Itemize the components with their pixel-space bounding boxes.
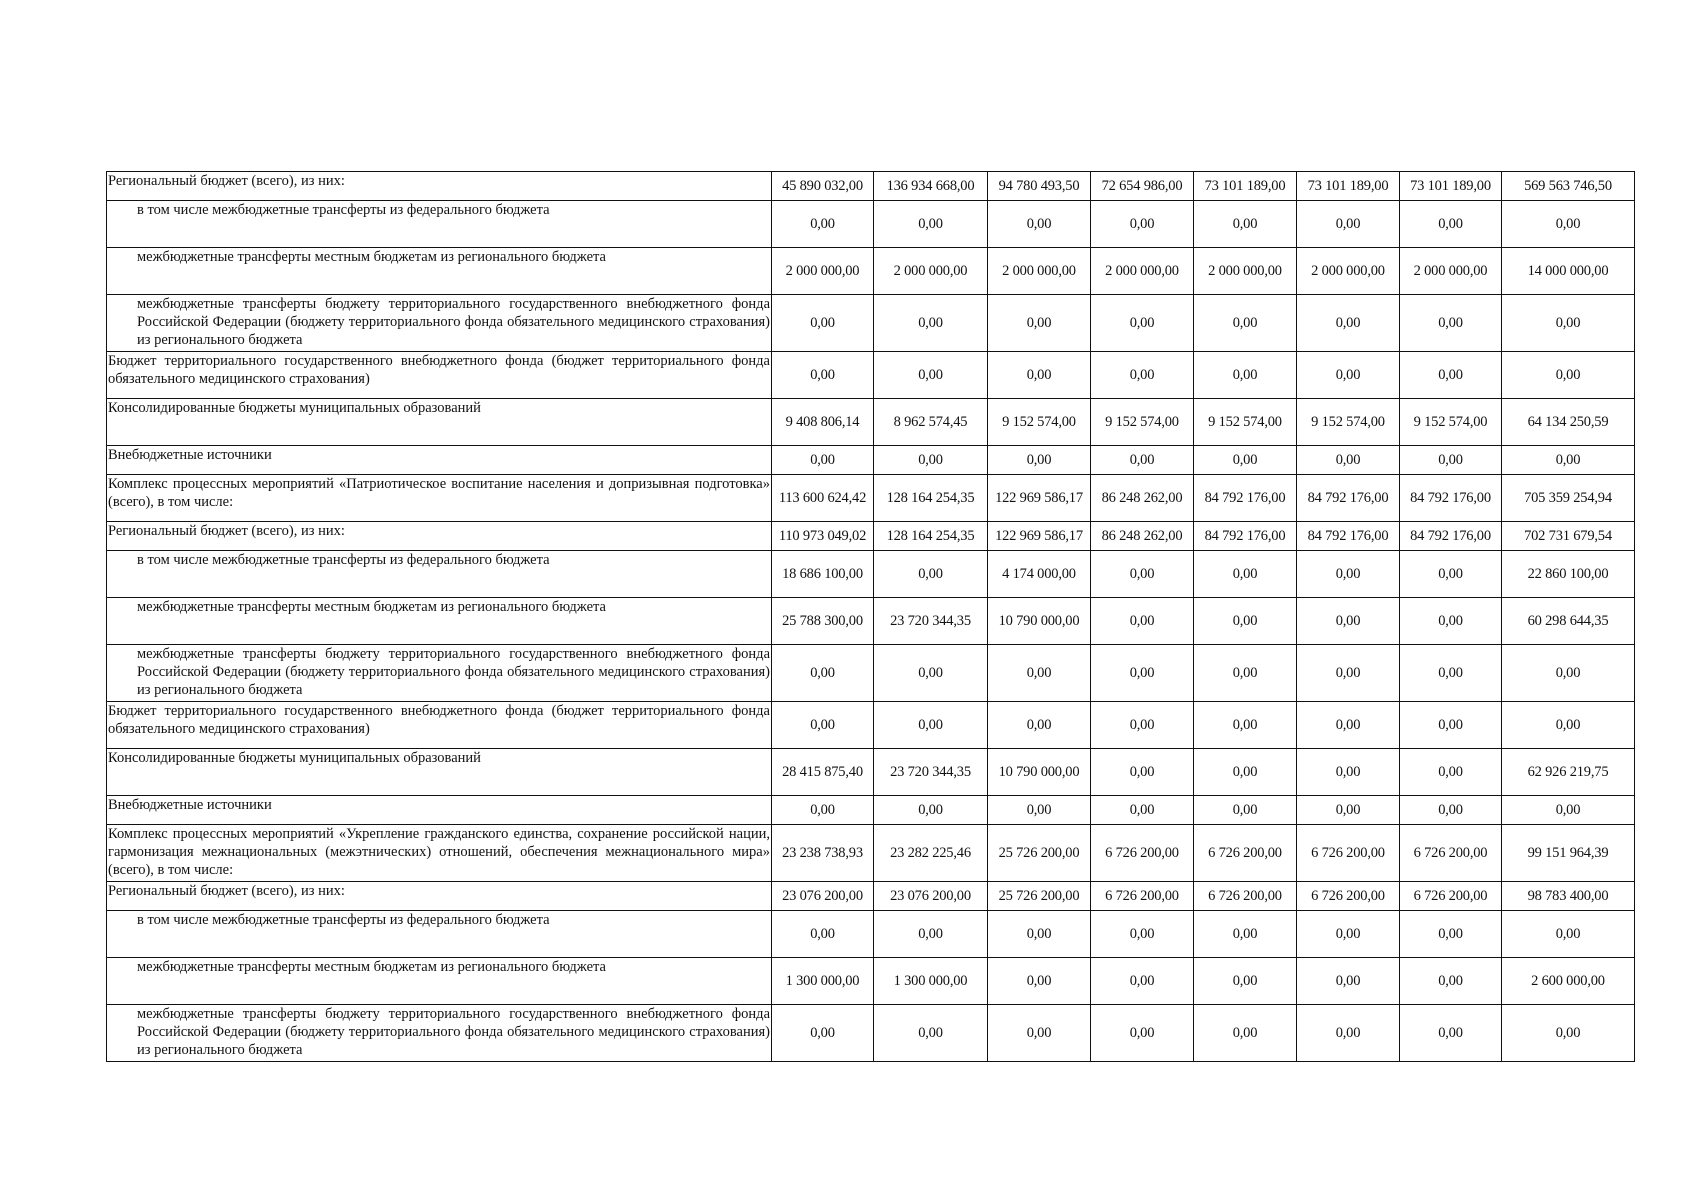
- row-label: межбюджетные трансферты местным бюджетам из регионального бюджета: [107, 598, 772, 645]
- year-value-cell: 23 076 200,00: [772, 882, 874, 911]
- year-value-cell: 0,00: [988, 295, 1091, 352]
- year-value-cell: 0,00: [1091, 702, 1194, 749]
- row-total-cell: 569 563 746,50: [1502, 172, 1635, 201]
- year-value-cell: 6 726 200,00: [1400, 882, 1502, 911]
- year-value-cell: 0,00: [1091, 446, 1194, 475]
- year-value-cell: 0,00: [1194, 295, 1297, 352]
- year-value-cell: 23 282 225,46: [874, 825, 988, 882]
- row-label: в том числе межбюджетные трансферты из федерального бюджета: [107, 551, 772, 598]
- year-value-cell: 0,00: [1400, 201, 1502, 248]
- year-value-cell: 23 720 344,35: [874, 598, 988, 645]
- row-label: Региональный бюджет (всего), из них:: [107, 172, 772, 201]
- year-value-cell: 25 788 300,00: [772, 598, 874, 645]
- year-value-cell: 84 792 176,00: [1297, 475, 1400, 522]
- row-total-cell: 2 600 000,00: [1502, 958, 1635, 1005]
- row-total-cell: 0,00: [1502, 1005, 1635, 1062]
- year-value-cell: 0,00: [1400, 1005, 1502, 1062]
- year-value-cell: 0,00: [772, 911, 874, 958]
- row-label: межбюджетные трансферты бюджету территориального государственного внебюджетного фонда Российской Федерации (бюджету территориального фонда обязательного медицинского страхования) из регионального бюджета: [107, 295, 772, 352]
- year-value-cell: 0,00: [1091, 911, 1194, 958]
- row-total-cell: 0,00: [1502, 446, 1635, 475]
- year-value-cell: 0,00: [1297, 201, 1400, 248]
- year-value-cell: 0,00: [1091, 1005, 1194, 1062]
- year-value-cell: 9 152 574,00: [988, 399, 1091, 446]
- row-total-cell: 98 783 400,00: [1502, 882, 1635, 911]
- row-total-cell: 0,00: [1502, 911, 1635, 958]
- table-row: [107, 882, 1635, 911]
- year-value-cell: 110 973 049,02: [772, 522, 874, 551]
- year-value-cell: 73 101 189,00: [1400, 172, 1502, 201]
- table-row: [107, 295, 1635, 352]
- year-value-cell: 86 248 262,00: [1091, 475, 1194, 522]
- year-value-cell: 0,00: [1400, 551, 1502, 598]
- year-value-cell: 0,00: [1297, 645, 1400, 702]
- year-value-cell: 0,00: [1297, 958, 1400, 1005]
- table-row: [107, 645, 1635, 702]
- year-value-cell: 2 000 000,00: [1297, 248, 1400, 295]
- year-value-cell: 0,00: [988, 352, 1091, 399]
- year-value-cell: 0,00: [874, 1005, 988, 1062]
- year-value-cell: 6 726 200,00: [1194, 825, 1297, 882]
- year-value-cell: 23 238 738,93: [772, 825, 874, 882]
- year-value-cell: 0,00: [988, 796, 1091, 825]
- row-label: межбюджетные трансферты бюджету территориального государственного внебюджетного фонда Российской Федерации (бюджету территориального фонда обязательного медицинского страхования) из регионального бюджета: [107, 1005, 772, 1062]
- year-value-cell: 0,00: [1297, 598, 1400, 645]
- year-value-cell: 0,00: [1400, 295, 1502, 352]
- year-value-cell: 72 654 986,00: [1091, 172, 1194, 201]
- year-value-cell: 0,00: [1194, 749, 1297, 796]
- year-value-cell: 28 415 875,40: [772, 749, 874, 796]
- year-value-cell: 6 726 200,00: [1194, 882, 1297, 911]
- year-value-cell: 84 792 176,00: [1400, 475, 1502, 522]
- row-label: Консолидированные бюджеты муниципальных образований: [107, 749, 772, 796]
- year-value-cell: 0,00: [1400, 645, 1502, 702]
- year-value-cell: 0,00: [1400, 911, 1502, 958]
- year-value-cell: 0,00: [1194, 958, 1297, 1005]
- year-value-cell: 0,00: [1297, 911, 1400, 958]
- table-row: [107, 399, 1635, 446]
- row-label: Внебюджетные источники: [107, 446, 772, 475]
- row-total-cell: 702 731 679,54: [1502, 522, 1635, 551]
- year-value-cell: 73 101 189,00: [1194, 172, 1297, 201]
- table-row: [107, 598, 1635, 645]
- year-value-cell: 128 164 254,35: [874, 475, 988, 522]
- year-value-cell: 0,00: [772, 352, 874, 399]
- table-row: [107, 201, 1635, 248]
- year-value-cell: 0,00: [1297, 352, 1400, 399]
- year-value-cell: 0,00: [1091, 551, 1194, 598]
- year-value-cell: 0,00: [1194, 446, 1297, 475]
- year-value-cell: 4 174 000,00: [988, 551, 1091, 598]
- year-value-cell: 9 152 574,00: [1091, 399, 1194, 446]
- row-total-cell: 705 359 254,94: [1502, 475, 1635, 522]
- year-value-cell: 113 600 624,42: [772, 475, 874, 522]
- year-value-cell: 0,00: [1400, 702, 1502, 749]
- year-value-cell: 2 000 000,00: [988, 248, 1091, 295]
- year-value-cell: 0,00: [772, 1005, 874, 1062]
- row-label: Региональный бюджет (всего), из них:: [107, 522, 772, 551]
- row-total-cell: 0,00: [1502, 352, 1635, 399]
- table-row: [107, 749, 1635, 796]
- year-value-cell: 94 780 493,50: [988, 172, 1091, 201]
- year-value-cell: 136 934 668,00: [874, 172, 988, 201]
- year-value-cell: 0,00: [988, 911, 1091, 958]
- row-total-cell: 0,00: [1502, 796, 1635, 825]
- row-label: в том числе межбюджетные трансферты из федерального бюджета: [107, 201, 772, 248]
- table-row: [107, 172, 1635, 201]
- table-row: [107, 446, 1635, 475]
- year-value-cell: 0,00: [1400, 958, 1502, 1005]
- row-total-cell: 99 151 964,39: [1502, 825, 1635, 882]
- row-label: межбюджетные трансферты бюджету территориального государственного внебюджетного фонда Российской Федерации (бюджету территориального фонда обязательного медицинского страхования) из регионального бюджета: [107, 645, 772, 702]
- row-total-cell: 0,00: [1502, 702, 1635, 749]
- year-value-cell: 0,00: [874, 446, 988, 475]
- year-value-cell: 2 000 000,00: [1400, 248, 1502, 295]
- year-value-cell: 1 300 000,00: [874, 958, 988, 1005]
- row-label: Комплекс процессных мероприятий «Укрепление гражданского единства, сохранение российской нации, гармонизация межнациональных (межэтнических) отношений, обеспечения межнационального мира» (всего), в том числе:: [107, 825, 772, 882]
- year-value-cell: 0,00: [1297, 749, 1400, 796]
- table-row: [107, 475, 1635, 522]
- row-label: межбюджетные трансферты местным бюджетам из регионального бюджета: [107, 248, 772, 295]
- year-value-cell: 25 726 200,00: [988, 882, 1091, 911]
- year-value-cell: 0,00: [1091, 598, 1194, 645]
- year-value-cell: 9 152 574,00: [1297, 399, 1400, 446]
- table-row: [107, 522, 1635, 551]
- table-row: [107, 551, 1635, 598]
- year-value-cell: 8 962 574,45: [874, 399, 988, 446]
- year-value-cell: 0,00: [1297, 702, 1400, 749]
- year-value-cell: 10 790 000,00: [988, 749, 1091, 796]
- year-value-cell: 0,00: [1194, 352, 1297, 399]
- year-value-cell: 0,00: [874, 201, 988, 248]
- year-value-cell: 0,00: [1297, 796, 1400, 825]
- year-value-cell: 0,00: [1091, 796, 1194, 825]
- year-value-cell: 84 792 176,00: [1400, 522, 1502, 551]
- year-value-cell: 6 726 200,00: [1297, 882, 1400, 911]
- year-value-cell: 128 164 254,35: [874, 522, 988, 551]
- row-label: Бюджет территориального государственного внебюджетного фонда (бюджет территориального фонда обязательного медицинского страхования): [107, 352, 772, 399]
- table-row: [107, 796, 1635, 825]
- year-value-cell: 84 792 176,00: [1194, 522, 1297, 551]
- year-value-cell: 2 000 000,00: [772, 248, 874, 295]
- year-value-cell: 0,00: [1091, 201, 1194, 248]
- row-label: Региональный бюджет (всего), из них:: [107, 882, 772, 911]
- budget-table: [106, 171, 1635, 1062]
- row-total-cell: 62 926 219,75: [1502, 749, 1635, 796]
- year-value-cell: 0,00: [772, 295, 874, 352]
- year-value-cell: 0,00: [988, 446, 1091, 475]
- year-value-cell: 0,00: [1091, 645, 1194, 702]
- row-total-cell: 14 000 000,00: [1502, 248, 1635, 295]
- year-value-cell: 6 726 200,00: [1400, 825, 1502, 882]
- year-value-cell: 0,00: [1400, 796, 1502, 825]
- year-value-cell: 0,00: [988, 958, 1091, 1005]
- year-value-cell: 0,00: [772, 796, 874, 825]
- year-value-cell: 0,00: [1194, 598, 1297, 645]
- row-label: Бюджет территориального государственного внебюджетного фонда (бюджет территориального фонда обязательного медицинского страхования): [107, 702, 772, 749]
- year-value-cell: 0,00: [1297, 446, 1400, 475]
- year-value-cell: 9 408 806,14: [772, 399, 874, 446]
- year-value-cell: 0,00: [1091, 295, 1194, 352]
- year-value-cell: 2 000 000,00: [874, 248, 988, 295]
- year-value-cell: 84 792 176,00: [1194, 475, 1297, 522]
- year-value-cell: 0,00: [1400, 749, 1502, 796]
- row-label: Комплекс процессных мероприятий «Патриотическое воспитание населения и допризывная подготовка» (всего), в том числе:: [107, 475, 772, 522]
- year-value-cell: 0,00: [1194, 645, 1297, 702]
- year-value-cell: 0,00: [874, 352, 988, 399]
- year-value-cell: 0,00: [1400, 446, 1502, 475]
- year-value-cell: 9 152 574,00: [1194, 399, 1297, 446]
- year-value-cell: 2 000 000,00: [1091, 248, 1194, 295]
- row-total-cell: 60 298 644,35: [1502, 598, 1635, 645]
- year-value-cell: 0,00: [1400, 598, 1502, 645]
- year-value-cell: 10 790 000,00: [988, 598, 1091, 645]
- year-value-cell: 0,00: [1297, 551, 1400, 598]
- table-body: [107, 172, 1635, 1062]
- row-label: в том числе межбюджетные трансферты из федерального бюджета: [107, 911, 772, 958]
- year-value-cell: 73 101 189,00: [1297, 172, 1400, 201]
- year-value-cell: 0,00: [772, 201, 874, 248]
- year-value-cell: 0,00: [988, 201, 1091, 248]
- year-value-cell: 2 000 000,00: [1194, 248, 1297, 295]
- year-value-cell: 0,00: [874, 911, 988, 958]
- year-value-cell: 122 969 586,17: [988, 522, 1091, 551]
- year-value-cell: 0,00: [1194, 796, 1297, 825]
- year-value-cell: 0,00: [1297, 1005, 1400, 1062]
- year-value-cell: 0,00: [874, 295, 988, 352]
- year-value-cell: 0,00: [988, 1005, 1091, 1062]
- year-value-cell: 0,00: [1091, 749, 1194, 796]
- row-total-cell: 22 860 100,00: [1502, 551, 1635, 598]
- year-value-cell: 0,00: [874, 551, 988, 598]
- year-value-cell: 0,00: [1400, 352, 1502, 399]
- year-value-cell: 0,00: [772, 645, 874, 702]
- year-value-cell: 25 726 200,00: [988, 825, 1091, 882]
- table-row: [107, 911, 1635, 958]
- year-value-cell: 0,00: [874, 645, 988, 702]
- year-value-cell: 0,00: [772, 446, 874, 475]
- year-value-cell: 9 152 574,00: [1400, 399, 1502, 446]
- row-total-cell: 0,00: [1502, 295, 1635, 352]
- year-value-cell: 122 969 586,17: [988, 475, 1091, 522]
- row-total-cell: 64 134 250,59: [1502, 399, 1635, 446]
- table-row: [107, 702, 1635, 749]
- year-value-cell: 0,00: [874, 796, 988, 825]
- row-label: Внебюджетные источники: [107, 796, 772, 825]
- year-value-cell: 0,00: [1091, 352, 1194, 399]
- year-value-cell: 18 686 100,00: [772, 551, 874, 598]
- year-value-cell: 23 076 200,00: [874, 882, 988, 911]
- year-value-cell: 0,00: [1194, 911, 1297, 958]
- year-value-cell: 86 248 262,00: [1091, 522, 1194, 551]
- year-value-cell: 0,00: [1194, 702, 1297, 749]
- year-value-cell: 0,00: [1194, 551, 1297, 598]
- table-row: [107, 825, 1635, 882]
- year-value-cell: 6 726 200,00: [1091, 882, 1194, 911]
- year-value-cell: 6 726 200,00: [1297, 825, 1400, 882]
- year-value-cell: 0,00: [1297, 295, 1400, 352]
- year-value-cell: 1 300 000,00: [772, 958, 874, 1005]
- year-value-cell: 0,00: [772, 702, 874, 749]
- year-value-cell: 0,00: [1194, 201, 1297, 248]
- year-value-cell: 45 890 032,00: [772, 172, 874, 201]
- table-row: [107, 1005, 1635, 1062]
- year-value-cell: 84 792 176,00: [1297, 522, 1400, 551]
- table-row: [107, 352, 1635, 399]
- year-value-cell: 0,00: [988, 702, 1091, 749]
- year-value-cell: 0,00: [988, 645, 1091, 702]
- row-label: Консолидированные бюджеты муниципальных образований: [107, 399, 772, 446]
- row-total-cell: 0,00: [1502, 201, 1635, 248]
- table-row: [107, 958, 1635, 1005]
- year-value-cell: 23 720 344,35: [874, 749, 988, 796]
- year-value-cell: 0,00: [1194, 1005, 1297, 1062]
- year-value-cell: 6 726 200,00: [1091, 825, 1194, 882]
- row-label: межбюджетные трансферты местным бюджетам из регионального бюджета: [107, 958, 772, 1005]
- table-row: [107, 248, 1635, 295]
- year-value-cell: 0,00: [874, 702, 988, 749]
- year-value-cell: 0,00: [1091, 958, 1194, 1005]
- row-total-cell: 0,00: [1502, 645, 1635, 702]
